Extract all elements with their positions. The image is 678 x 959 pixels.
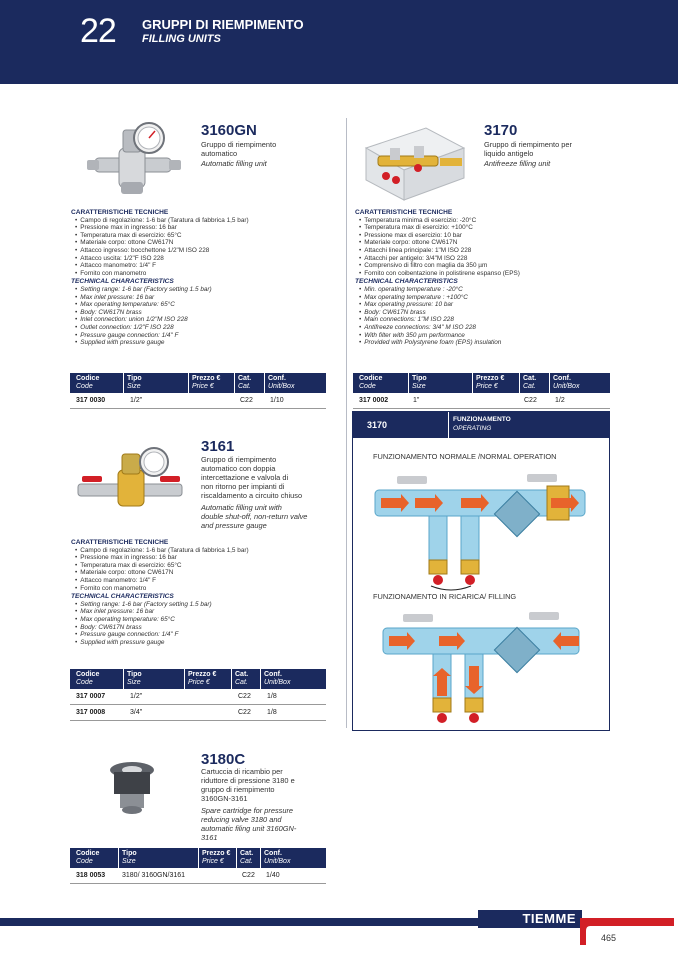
product-description-en: Automatic filling unit bbox=[201, 159, 267, 168]
price-table-3160gn bbox=[70, 373, 326, 409]
product-code: 3170 bbox=[484, 122, 518, 139]
product-image-3160gn bbox=[85, 118, 185, 196]
table-header: Codice Code Tipo Size Prezzo € Price € Cat. Cat. Conf. Unit/Box bbox=[70, 848, 326, 868]
specs-3160gn: CARATTERISTICHE TECNICHE • Campo di regolazione: 1-6 bar (Taratura di fabbrica 1,5 bar) • Pressione max in ingresso: 16 bar • Temperatura max di esercizio: 65°C • Materiale corpo: ottone CW617N • Attacco ingresso: bocchettone 1/2"M ISO 228 • Attacco uscita: 1/2"F ISO 228 • Attacco manometro: 1/4" F • Fornito con manometro TECHNICAL CHARACTERISTICS • Setting range: 1-6 bar (Factory setting 1.5 bar) • Max inlet pressure: 16 bar • Max operating temperature: 65°C • Body: CW617N brass • Inlet connection: union 1/2"M ISO 228 • Outlet connection: 1/2"F ISO 228 • Pressure gauge connection: 1/4" F • Supplied with pressure gauge bbox=[71, 209, 341, 347]
section-subtitle: FILLING UNITS bbox=[142, 33, 221, 45]
product-description-en: Spare cartridge for pressure reducing valve 3180 and automatic filing unit 3160GN- 3161 bbox=[201, 806, 297, 842]
product-description-it: Gruppo di riempimento per liquido antigelo bbox=[484, 140, 572, 158]
table-row: 317 0030 1/2" C22 1/10 bbox=[70, 393, 326, 409]
product-image-3180c bbox=[106, 760, 158, 816]
product-description-it: Gruppo di riempimento automatico bbox=[201, 140, 277, 158]
product-code: 3161 bbox=[201, 438, 235, 455]
column-divider bbox=[346, 118, 347, 728]
product-description-en: Antifreeze filling unit bbox=[484, 159, 551, 168]
product-image-3161 bbox=[74, 444, 186, 512]
product-description-it: Cartuccia di ricambio per riduttore di pressione 3180 e gruppo di riempimento 3160GN-3161 bbox=[201, 767, 295, 803]
operating-header: 3170 FUNZIONAMENTO OPERATING bbox=[353, 412, 609, 438]
price-table-3170 bbox=[353, 373, 610, 409]
product-code: 3180C bbox=[201, 751, 246, 768]
table-header: Codice Code Tipo Size Prezzo € Price € Cat. Cat. Conf. Unit/Box bbox=[70, 669, 326, 689]
product-description-it: Gruppo di riempimento automatico con doppia intercettazione e valvola di non ritorno per impianti di riscaldamento a circuito chiuso bbox=[201, 455, 303, 500]
table-row: 317 0007 1/2" C22 1/8 bbox=[70, 689, 326, 705]
product-image-3170 bbox=[356, 118, 468, 204]
price-table-3161 bbox=[70, 669, 326, 721]
product-description-en: Automatic filling unit with double shut-off, non-return valve and pressure gauge bbox=[201, 503, 308, 530]
page-number: 465 bbox=[601, 933, 617, 943]
specs-3161: CARATTERISTICHE TECNICHE • Campo di regolazione: 1-6 bar (Taratura di fabbrica 1,5 bar) • Pressione max in ingresso: 16 bar • Temperatura max di esercizio: 65°C • Materiale corpo: ottone CW617N • Attacco manometro: 1/4" F • Fornito con manometro TECHNICAL CHARACTERISTICS • Setting range: 1-6 bar (Factory setting 1.5 bar) • Max inlet pressure: 16 bar • Max operating temperature: 65°C • Body: CW617N brass • Pressure gauge connection: 1/4" F • Supplied with pressure gauge bbox=[71, 539, 341, 646]
header-bar bbox=[0, 0, 678, 84]
normal-operation-diagram bbox=[371, 468, 593, 594]
product-code: 3160GN bbox=[201, 122, 257, 139]
price-table-3180c bbox=[70, 848, 326, 884]
section-number: 22 bbox=[80, 12, 116, 50]
filling-operation-diagram bbox=[379, 606, 589, 728]
table-row: 318 0053 3180/ 3160GN/3161 C22 1/40 bbox=[70, 868, 326, 884]
table-row: 317 0008 3/4" C22 1/8 bbox=[70, 705, 326, 721]
brand-logo: TIEMME bbox=[478, 910, 582, 928]
brand-swoosh bbox=[580, 915, 678, 945]
section-title: GRUPPI DI RIEMPIMENTO bbox=[142, 17, 304, 32]
filling-operation-label: FUNZIONAMENTO IN RICARICA/ FILLING bbox=[373, 592, 517, 601]
operating-panel bbox=[352, 411, 610, 731]
normal-operation-label: FUNZIONAMENTO NORMALE /NORMAL OPERATION bbox=[373, 452, 557, 461]
table-header: Codice Code Tipo Size Prezzo € Price € Cat. Cat. Conf. Unit/Box bbox=[353, 373, 610, 393]
table-row: 317 0002 1" C22 1/2 bbox=[353, 393, 610, 409]
specs-3170: CARATTERISTICHE TECNICHE • Temperatura minima di esercizio: -20°C • Temperatura max di esercizio: +100°C • Pressione max di esercizio: 10 bar • Materiale corpo: ottone CW617N • Attacchi linea principale: 1"M ISO 228 • Attacchi per antigelo: 3/4"M ISO 228 • Comprensivo di filtro con maglia da 350 µm • Fornito con coibentazione in polistirene espanso (EPS) TECHNICAL CHARACTERISTICS • Min. operating temperature : -20°C • Max operating temperature : +100°C • Max operating pressure: 10 bar • Body: CW617N brass • Main connections: 1"M ISO 228 • Antifreeze connections: 3/4" M ISO 228 • With filter with 350 µm performance • Provided with Polystyrene foam (EPS) insulation bbox=[355, 209, 625, 347]
table-header: Codice Code Tipo Size Prezzo € Price € Cat. Cat. Conf. Unit/Box bbox=[70, 373, 326, 393]
